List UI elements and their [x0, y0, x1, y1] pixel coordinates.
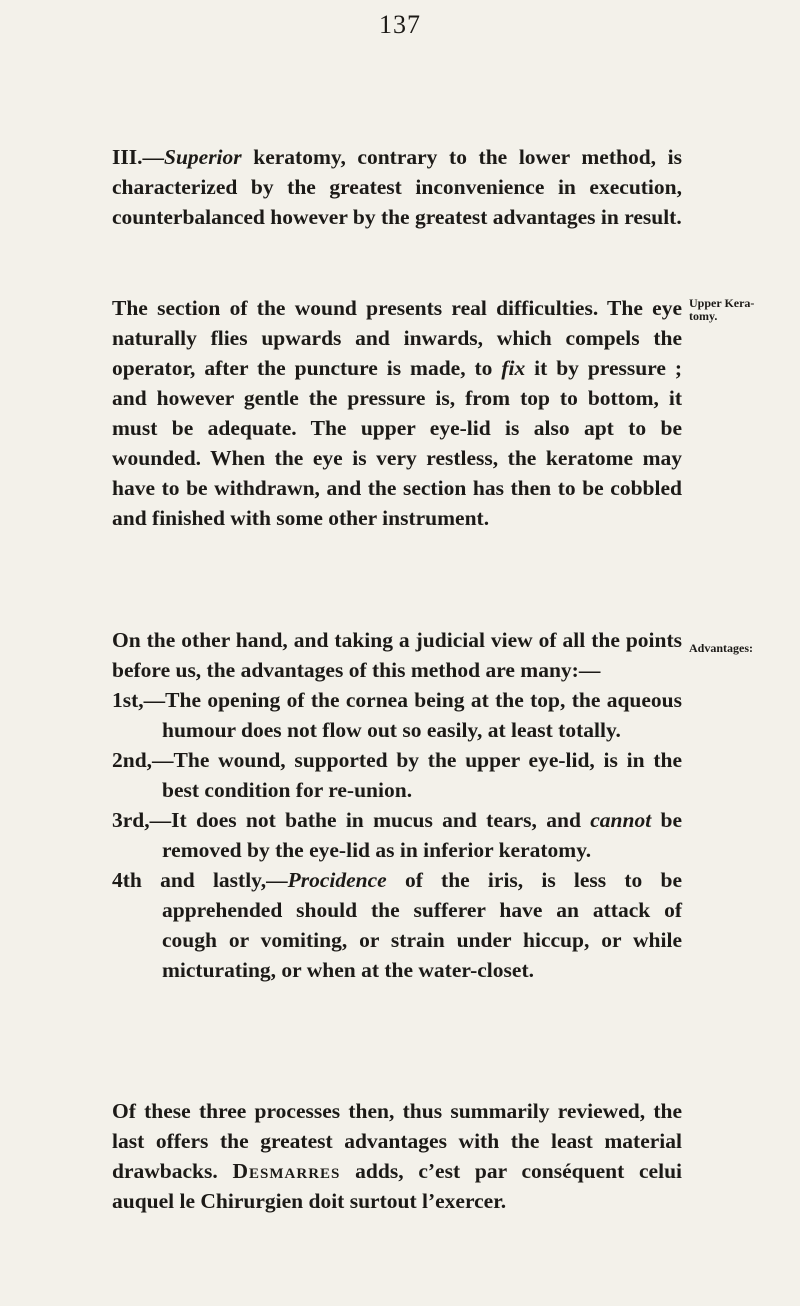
paragraph-advantages [112, 625, 682, 985]
list-item-third [112, 805, 682, 865]
list-item-text: 4th and lastly,— [112, 868, 288, 892]
paragraph-text: adds, c’est par conséquent celui auquel le Chirurgien doit surtout l’exercer. [112, 1159, 682, 1213]
margin-note-line: tomy. [689, 309, 718, 323]
emphasis-superior: Superior [163, 145, 242, 169]
paragraph-conclusion [112, 1096, 682, 1216]
paragraph-text: Of these three processes then, thus summarily reviewed, the last offers the greatest advantages with the least material drawbacks. [112, 1099, 682, 1183]
list-item-second: 2nd,—The wound, supported by the upper eye-lid, is in the best condition for re-union. [112, 748, 682, 802]
paragraph-text: keratomy, contrary to the lower method, is characterized by the greatest inconvenience in execution, counterbalanced however by the greatest advantages in result. [112, 145, 682, 229]
section-numeral: III.— [112, 145, 164, 169]
emphasis-procidence: Procidence [287, 868, 387, 892]
list-item-first: 1st,—The opening of the cornea being at the top, the aqueous humour does not flow out so easily, at least totally. [112, 688, 682, 742]
margin-note-line: Upper Kera- [689, 296, 755, 310]
paragraph-wound-section [112, 293, 682, 533]
author-name: Desmarres [232, 1159, 341, 1183]
margin-note-advantages: Advantages: [689, 641, 754, 655]
list-item-text: of the iris, is less to be apprehended should the sufferer have an attack of cough or vomiting, or strain under hiccup, or while micturating, or when at the water-closet. [162, 868, 682, 982]
margin-note-upper-keratomy [689, 297, 754, 323]
paragraph-superior-keratomy [112, 142, 682, 232]
emphasis-cannot: cannot [590, 808, 652, 832]
advantages-intro: On the other hand, and taking a judicial view of all the points before us, the advantages of this method are many:— [112, 628, 682, 682]
list-item-text: be removed by the eye-lid as in inferior keratomy. [162, 808, 683, 862]
emphasis-fix: fix [501, 356, 526, 380]
paragraph-text: The section of the wound presents real difficulties. The eye naturally flies upwards and inwards, which compels the operator, after the puncture is made, to [112, 296, 682, 380]
list-item-fourth [112, 865, 682, 985]
paragraph-text: it by pressure ; and however gentle the pressure is, from top to bottom, it must be adequate. The upper eye-lid is also apt to be wounded. When the eye is very restless, the keratome may have to be withdrawn, and the section has then to be cobbled and finished with some other instrument. [112, 356, 682, 530]
page-number: 137 [379, 10, 421, 39]
list-item-text: 3rd,—It does not bathe in mucus and tears, and [112, 808, 591, 832]
